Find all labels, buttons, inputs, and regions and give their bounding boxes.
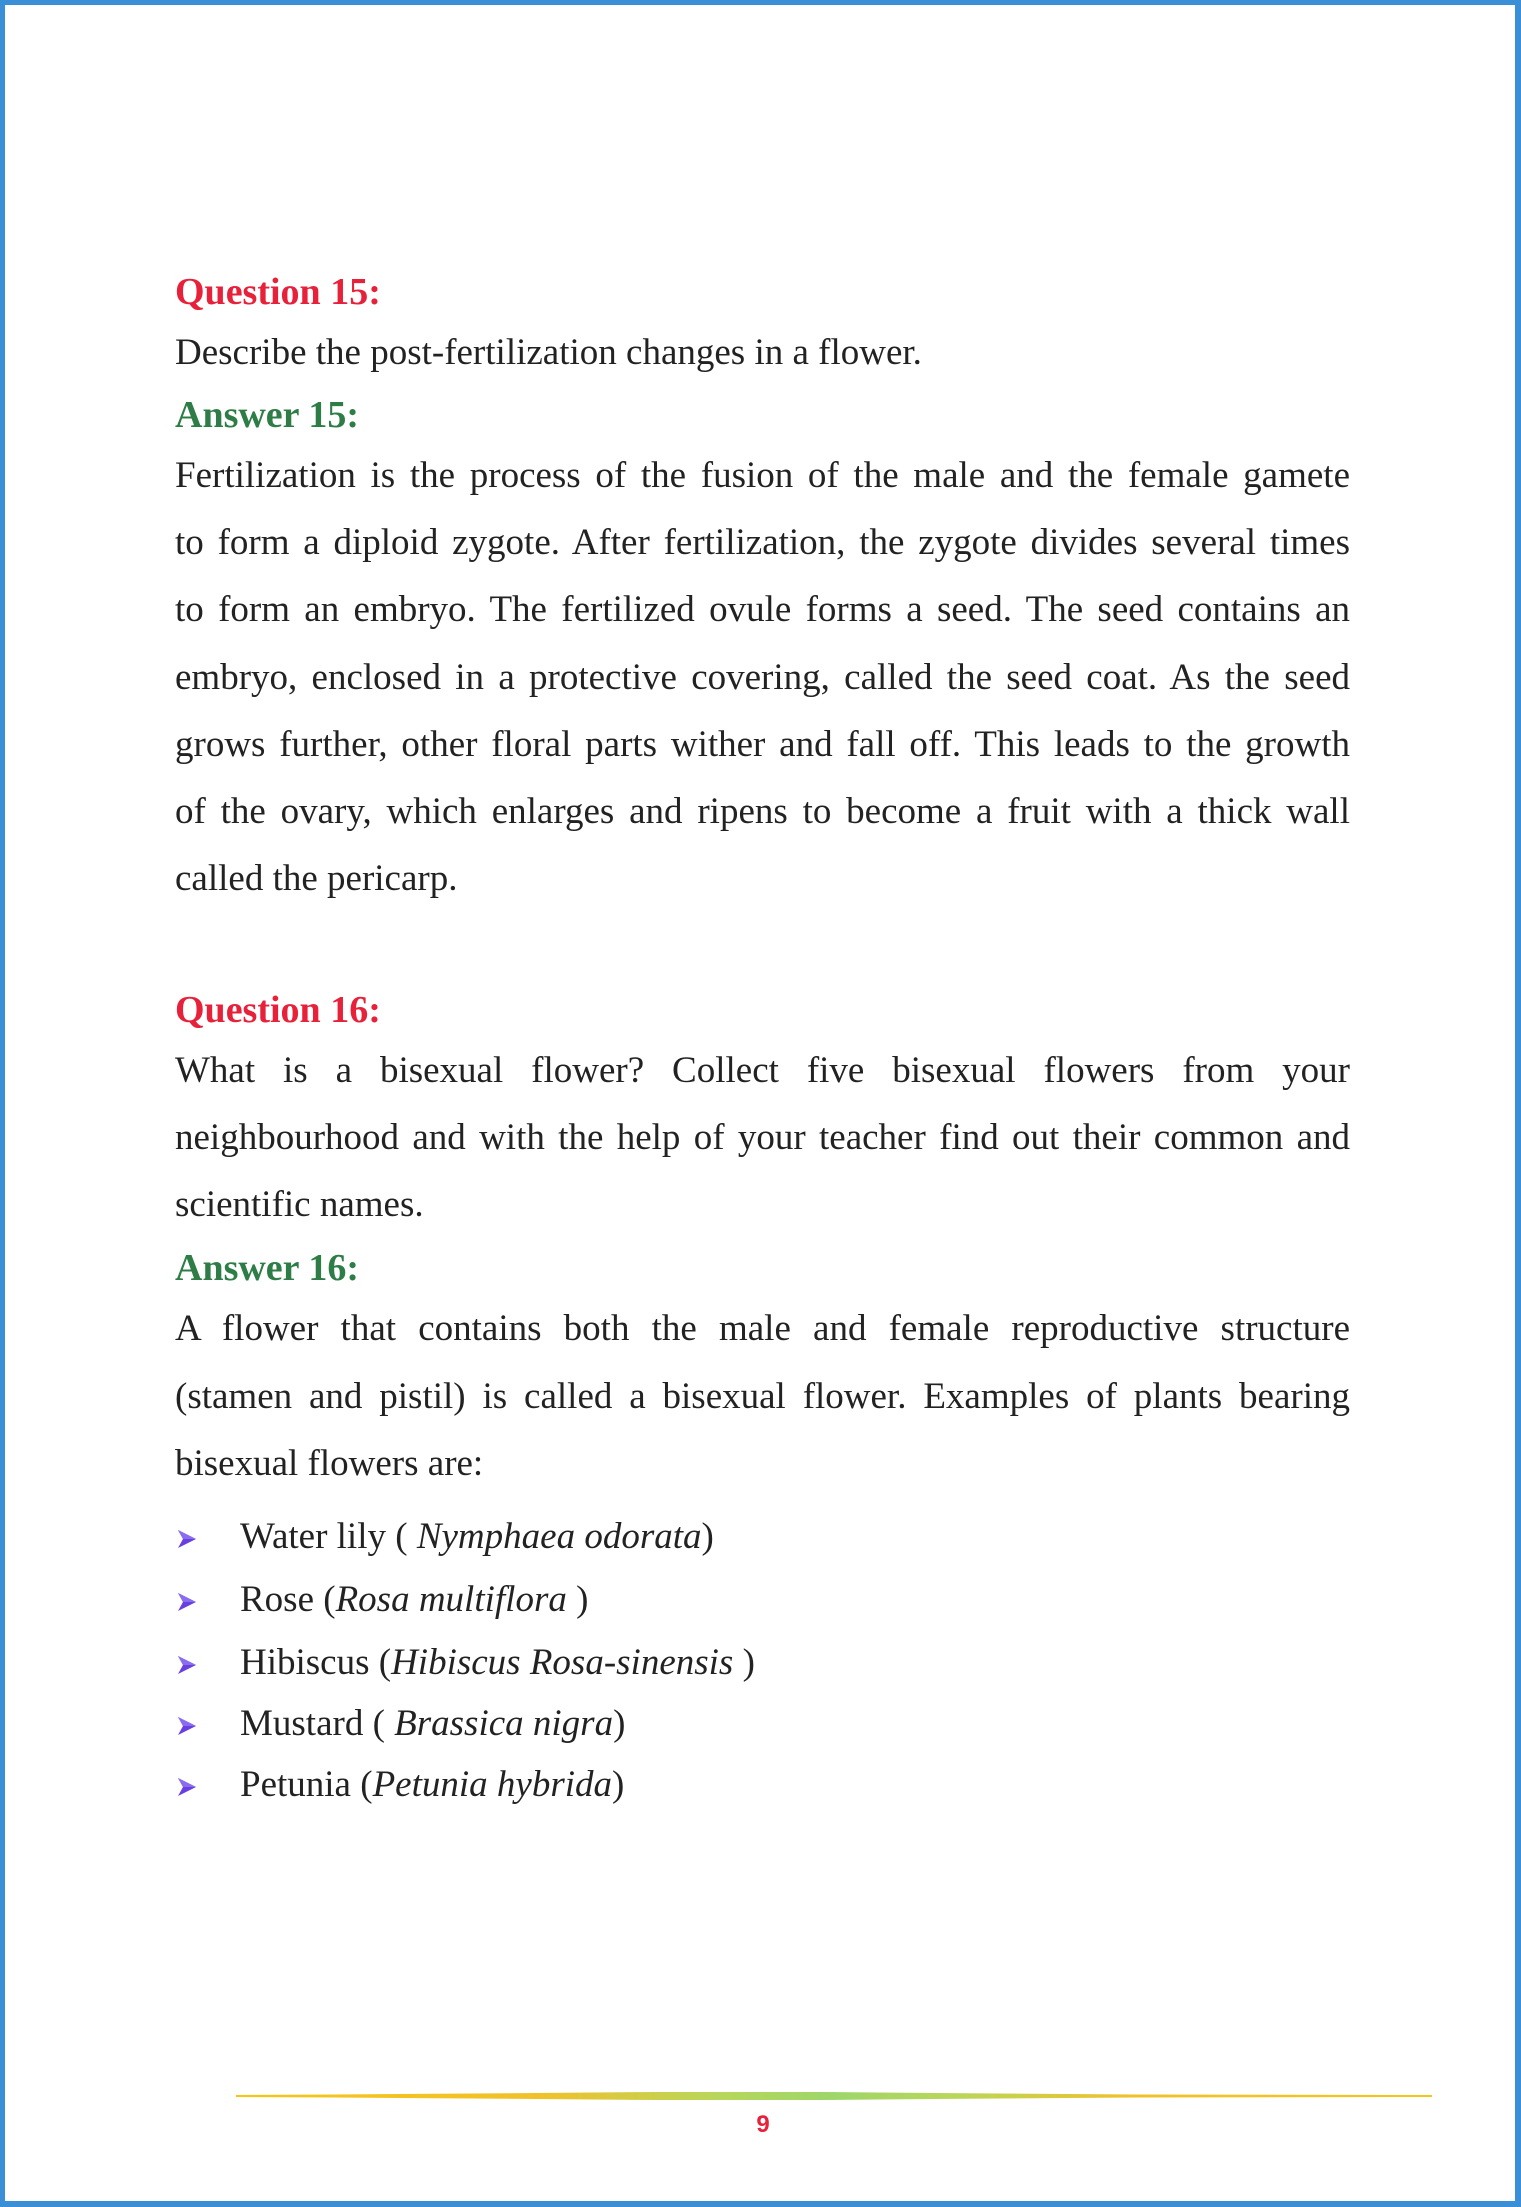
footer-divider xyxy=(236,2091,1432,2101)
scientific-name: Brassica nigra xyxy=(394,1703,614,1744)
arrowhead-bullet-icon xyxy=(177,1529,197,1549)
page-number xyxy=(5,2111,1515,2139)
answer-15-line: to form an embryo. The fertilized ovule forms a seed. The seed contains an xyxy=(175,589,1350,630)
question-16-line: scientific names. xyxy=(175,1184,424,1225)
common-name: Rose ( xyxy=(240,1579,336,1620)
answer-16-line: A flower that contains both the male and female reproductive structure xyxy=(175,1308,1350,1349)
answer-15-line: called the pericarp. xyxy=(175,858,458,899)
scientific-name: Nymphaea odorata xyxy=(416,1516,702,1557)
arrowhead-bullet-icon xyxy=(177,1655,197,1675)
question-16-line: neighbourhood and with the help of your teacher find out their common and xyxy=(175,1117,1350,1158)
question-15-heading: Question 15: xyxy=(175,271,381,313)
common-name: Petunia ( xyxy=(240,1764,373,1805)
common-name: Mustard ( xyxy=(240,1703,395,1744)
scientific-name: Hibiscus Rosa-sinensis xyxy=(391,1642,734,1683)
common-name: Water lily ( xyxy=(240,1516,417,1557)
scientific-name: Petunia hybrida xyxy=(372,1764,612,1805)
question-15-text: Describe the post-fertilization changes in a flower. xyxy=(175,332,922,373)
answer-15-heading: Answer 15: xyxy=(175,394,360,436)
answer-15-line: embryo, enclosed in a protective covering, called the seed coat. As the seed xyxy=(175,657,1350,698)
close-paren: ) xyxy=(612,1764,625,1805)
document-page xyxy=(5,5,1515,2201)
arrowhead-bullet-icon xyxy=(177,1716,197,1736)
arrowhead-bullet-icon xyxy=(177,1777,197,1797)
answer-15-line: of the ovary, which enlarges and ripens to become a fruit with a thick wall xyxy=(175,791,1350,832)
answer-16-line: bisexual flowers are: xyxy=(175,1443,484,1484)
answer-16-heading: Answer 16: xyxy=(175,1247,360,1289)
close-paren: ) xyxy=(733,1642,755,1683)
question-16-line: What is a bisexual flower? Collect five bisexual flowers from your xyxy=(175,1050,1350,1091)
scientific-name: Rosa multiflora xyxy=(335,1579,567,1620)
answer-15-line: grows further, other floral parts wither and fall off. This leads to the growth xyxy=(175,724,1350,765)
answer-15-line: to form a diploid zygote. After fertilization, the zygote divides several times xyxy=(175,522,1350,563)
question-16-heading: Question 16: xyxy=(175,989,381,1031)
answer-16-line: (stamen and pistil) is called a bisexual flower. Examples of plants bearing xyxy=(175,1376,1350,1417)
arrowhead-bullet-icon xyxy=(177,1592,197,1612)
common-name: Hibiscus ( xyxy=(240,1642,392,1683)
close-paren: ) xyxy=(701,1516,714,1557)
close-paren: ) xyxy=(566,1579,589,1620)
answer-15-line: Fertilization is the process of the fusion of the male and the female gamete xyxy=(175,455,1350,496)
page-number-text: 9 xyxy=(756,2111,770,2138)
close-paren: ) xyxy=(613,1703,626,1744)
